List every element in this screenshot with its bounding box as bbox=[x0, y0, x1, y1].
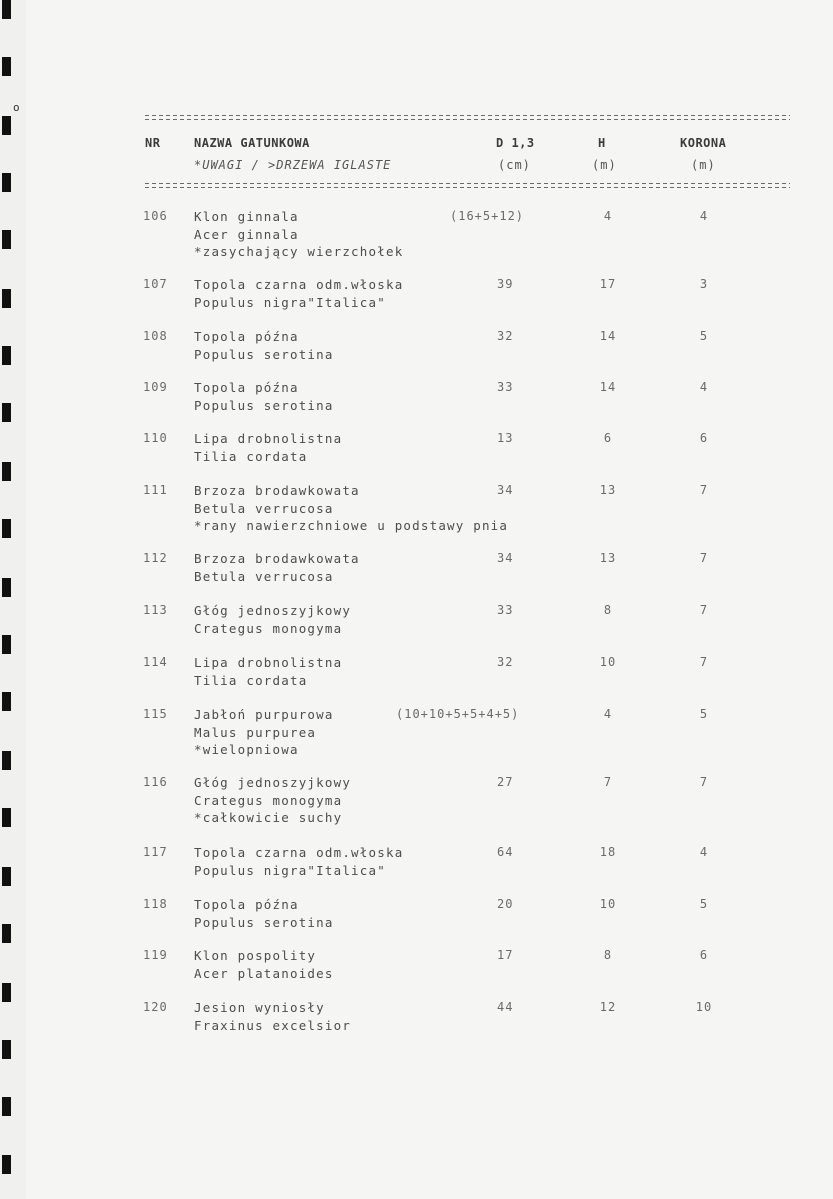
diameter-value: 34 bbox=[497, 551, 514, 565]
header-height: H bbox=[598, 136, 606, 150]
row-number: 109 bbox=[143, 380, 168, 394]
species-note: *zasychający wierzchołek bbox=[194, 244, 404, 259]
diameter-value: 20 bbox=[497, 897, 514, 911]
crown-value: 6 bbox=[699, 948, 709, 962]
species-name: Klon pospolity bbox=[194, 948, 317, 963]
height-value: 8 bbox=[603, 603, 613, 617]
binding-hole bbox=[2, 403, 11, 422]
height-value: 6 bbox=[603, 431, 613, 445]
binding-hole bbox=[2, 230, 11, 249]
height-value: 17 bbox=[599, 277, 617, 291]
diameter-value: 44 bbox=[497, 1000, 514, 1014]
margin-mark: o bbox=[13, 101, 20, 114]
species-note: *wielopniowa bbox=[194, 742, 299, 757]
diameter-value: 13 bbox=[497, 431, 514, 445]
row-number: 120 bbox=[143, 1000, 168, 1014]
species-name: Lipa drobnolistna bbox=[194, 431, 343, 446]
binding-hole bbox=[2, 867, 11, 886]
height-value: 10 bbox=[599, 655, 617, 669]
row-number: 116 bbox=[143, 775, 168, 789]
row-number: 118 bbox=[143, 897, 168, 911]
species-latin-name: Crategus monogyma bbox=[194, 621, 343, 636]
height-value: 4 bbox=[603, 707, 613, 721]
binding-hole bbox=[2, 116, 11, 135]
header-diameter: D 1,3 bbox=[496, 136, 535, 150]
header-notes: *UWAGI / >DRZEWA IGLASTE bbox=[194, 158, 392, 172]
row-number: 117 bbox=[143, 845, 168, 859]
binding-hole bbox=[2, 346, 11, 365]
binding-hole bbox=[2, 289, 11, 308]
crown-value: 7 bbox=[699, 655, 709, 669]
species-name: Jabłoń purpurowa bbox=[194, 707, 334, 722]
diameter-value: 17 bbox=[497, 948, 514, 962]
species-name: Klon ginnala bbox=[194, 209, 299, 224]
species-name: Jesion wyniosły bbox=[194, 1000, 325, 1015]
crown-value: 3 bbox=[699, 277, 709, 291]
species-name: Lipa drobnolistna bbox=[194, 655, 343, 670]
height-value: 12 bbox=[599, 1000, 617, 1014]
crown-value: 4 bbox=[699, 209, 709, 223]
row-number: 115 bbox=[143, 707, 168, 721]
height-value: 18 bbox=[599, 845, 617, 859]
crown-value: 7 bbox=[699, 551, 709, 565]
binding-hole bbox=[2, 173, 11, 192]
header-height-unit: (m) bbox=[592, 158, 617, 172]
height-value: 8 bbox=[603, 948, 613, 962]
crown-value: 10 bbox=[695, 1000, 713, 1014]
species-name: Topola czarna odm.włoska bbox=[194, 277, 404, 292]
header-crown: KORONA bbox=[680, 136, 727, 150]
diameter-value: 32 bbox=[497, 329, 514, 343]
binding-hole bbox=[2, 578, 11, 597]
species-latin-name: Fraxinus excelsior bbox=[194, 1018, 352, 1033]
species-name: Głóg jednoszyjkowy bbox=[194, 775, 352, 790]
crown-value: 4 bbox=[699, 380, 709, 394]
top-double-rule bbox=[145, 114, 790, 123]
crown-value: 4 bbox=[699, 845, 709, 859]
species-note: *całkowicie suchy bbox=[194, 810, 343, 825]
species-latin-name: Populus serotina bbox=[194, 915, 334, 930]
height-value: 10 bbox=[599, 897, 617, 911]
crown-value: 5 bbox=[699, 897, 709, 911]
binding-hole bbox=[2, 57, 11, 76]
row-number: 108 bbox=[143, 329, 168, 343]
species-name: Brzoza brodawkowata bbox=[194, 551, 360, 566]
diameter-value: 33 bbox=[497, 603, 514, 617]
diameter-value: 34 bbox=[497, 483, 514, 497]
crown-value: 7 bbox=[699, 483, 709, 497]
species-name: Topola późna bbox=[194, 380, 299, 395]
binding-hole bbox=[2, 1097, 11, 1116]
diameter-value: 39 bbox=[497, 277, 514, 291]
height-value: 14 bbox=[599, 380, 617, 394]
species-latin-name: Betula verrucosa bbox=[194, 569, 334, 584]
header-nr: NR bbox=[145, 136, 161, 150]
species-note: *rany nawierzchniowe u podstawy pnia bbox=[194, 518, 509, 533]
header-diameter-unit: (cm) bbox=[498, 158, 531, 172]
species-latin-name: Populus nigra"Italica" bbox=[194, 295, 386, 310]
species-latin-name: Acer ginnala bbox=[194, 227, 299, 242]
crown-value: 6 bbox=[699, 431, 709, 445]
crown-value: 7 bbox=[699, 603, 709, 617]
row-number: 111 bbox=[143, 483, 168, 497]
species-latin-name: Crategus monogyma bbox=[194, 793, 343, 808]
row-number: 106 bbox=[143, 209, 168, 223]
species-name: Topola późna bbox=[194, 897, 299, 912]
diameter-value: (10+10+5+5+4+5) bbox=[396, 707, 520, 721]
species-latin-name: Populus serotina bbox=[194, 347, 334, 362]
header-crown-unit: (m) bbox=[691, 158, 716, 172]
height-value: 14 bbox=[599, 329, 617, 343]
species-latin-name: Acer platanoides bbox=[194, 966, 334, 981]
binding-hole bbox=[2, 462, 11, 481]
crown-value: 5 bbox=[699, 329, 709, 343]
crown-value: 7 bbox=[699, 775, 709, 789]
binding-hole bbox=[2, 635, 11, 654]
diameter-value: 33 bbox=[497, 380, 514, 394]
header-name: NAZWA GATUNKOWA bbox=[194, 136, 310, 150]
height-value: 13 bbox=[599, 551, 617, 565]
diameter-value: 27 bbox=[497, 775, 514, 789]
row-number: 107 bbox=[143, 277, 168, 291]
row-number: 110 bbox=[143, 431, 168, 445]
binding-hole bbox=[2, 808, 11, 827]
row-number: 119 bbox=[143, 948, 168, 962]
species-latin-name: Betula verrucosa bbox=[194, 501, 334, 516]
row-number: 113 bbox=[143, 603, 168, 617]
species-latin-name: Malus purpurea bbox=[194, 725, 317, 740]
binding-hole bbox=[2, 1040, 11, 1059]
binding-hole bbox=[2, 0, 11, 19]
row-number: 112 bbox=[143, 551, 168, 565]
crown-value: 5 bbox=[699, 707, 709, 721]
species-name: Topola czarna odm.włoska bbox=[194, 845, 404, 860]
header-double-rule bbox=[145, 182, 790, 191]
height-value: 4 bbox=[603, 209, 613, 223]
species-name: Brzoza brodawkowata bbox=[194, 483, 360, 498]
species-name: Topola późna bbox=[194, 329, 299, 344]
species-latin-name: Tilia cordata bbox=[194, 673, 308, 688]
binding-hole bbox=[2, 924, 11, 943]
height-value: 13 bbox=[599, 483, 617, 497]
binding-hole bbox=[2, 519, 11, 538]
binding-hole bbox=[2, 692, 11, 711]
binding-hole bbox=[2, 1155, 11, 1174]
species-latin-name: Populus serotina bbox=[194, 398, 334, 413]
binding-hole bbox=[2, 751, 11, 770]
species-latin-name: Populus nigra"Italica" bbox=[194, 863, 386, 878]
row-number: 114 bbox=[143, 655, 168, 669]
species-name: Głóg jednoszyjkowy bbox=[194, 603, 352, 618]
height-value: 7 bbox=[603, 775, 613, 789]
diameter-value: 32 bbox=[497, 655, 514, 669]
diameter-value: (16+5+12) bbox=[450, 209, 525, 223]
binding-hole bbox=[2, 983, 11, 1002]
diameter-value: 64 bbox=[497, 845, 514, 859]
species-latin-name: Tilia cordata bbox=[194, 449, 308, 464]
